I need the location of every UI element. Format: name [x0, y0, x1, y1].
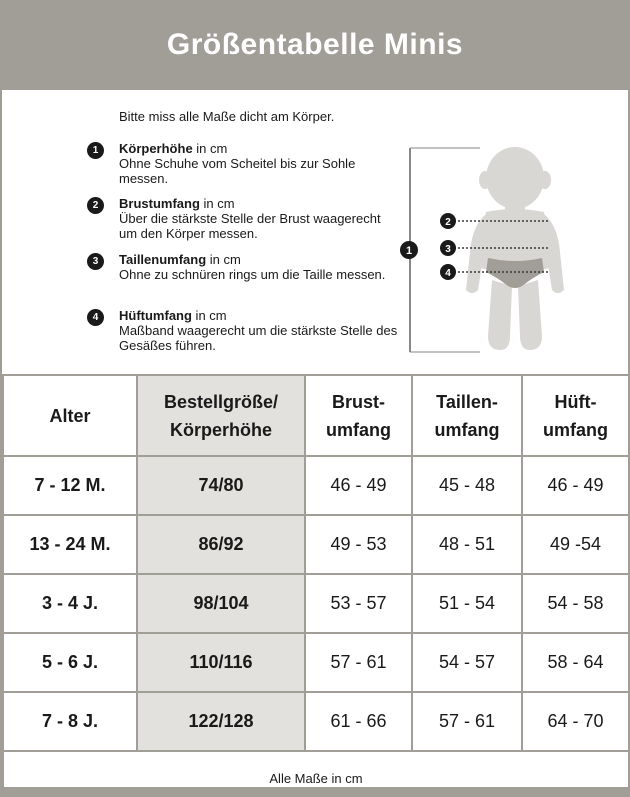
child-silhouette-icon: [400, 140, 580, 360]
table-row: [3, 456, 629, 515]
waist-cell: 54 - 57: [412, 633, 522, 692]
child-figure: [400, 140, 580, 360]
measurement-description: Ohne zu schnüren rings um die Taille messen.: [119, 267, 386, 282]
size-cell: 86/92: [137, 515, 305, 574]
marker-1: [400, 241, 418, 259]
number-badge-icon: 3: [87, 253, 104, 270]
size-table: [2, 374, 630, 797]
svg-text:4: 4: [445, 268, 451, 279]
measurement-title: Körperhöhe: [119, 141, 193, 156]
header-order-size: Bestellgröße/ Körperhöhe: [137, 375, 305, 456]
hip-cell: 58 - 64: [522, 633, 629, 692]
footnote: Alle Maße in cm: [3, 751, 629, 797]
measurement-unit: in cm: [206, 252, 241, 267]
number-badge-icon: 2: [87, 197, 104, 214]
measurement-description: Über die stärkste Stelle der Brust waagerecht um den Körper messen.: [119, 211, 381, 241]
hip-cell: 49 -54: [522, 515, 629, 574]
svg-text:1: 1: [405, 245, 413, 257]
page-header: [0, 0, 630, 90]
page-title: Größentabelle Minis: [166, 28, 464, 61]
marker-4: [440, 264, 456, 280]
hip-cell: 54 - 58: [522, 574, 629, 633]
measurement-description: Ohne Schuhe vom Scheitel bis zur Sohle messen.: [119, 156, 356, 186]
chest-cell: 46 - 49: [305, 456, 412, 515]
chest-cell: 49 - 53: [305, 515, 412, 574]
chest-cell: 53 - 57: [305, 574, 412, 633]
measurement-unit: in cm: [199, 196, 235, 211]
number-badge-icon: 4: [87, 309, 104, 326]
bottom-bar: [0, 787, 630, 797]
chest-cell: 57 - 61: [305, 633, 412, 692]
size-cell: 122/128: [137, 692, 305, 751]
header-age: Alter: [3, 375, 137, 456]
hip-cell: 64 - 70: [522, 692, 629, 751]
hip-cell: 46 - 49: [522, 456, 629, 515]
chest-cell: 61 - 66: [305, 692, 412, 751]
header-waist: Taillen- umfang: [412, 375, 522, 456]
table-row: [3, 574, 629, 633]
age-cell: 7 - 12 M.: [3, 456, 137, 515]
size-cell: 110/116: [137, 633, 305, 692]
measurement-description: Maßband waagerecht um die stärkste Stelle des Gesäßes führen.: [119, 323, 398, 353]
waist-cell: 48 - 51: [412, 515, 522, 574]
table-row: [3, 633, 629, 692]
age-cell: 13 - 24 M.: [3, 515, 137, 574]
marker-2: [440, 213, 456, 229]
size-cell: 74/80: [137, 456, 305, 515]
header-chest: Brust- umfang: [305, 375, 412, 456]
measurement-unit: in cm: [191, 308, 227, 323]
size-cell: 98/104: [137, 574, 305, 633]
measurement-title: Brustumfang: [119, 196, 200, 211]
measurement-unit: in cm: [192, 141, 228, 156]
intro-text: Bitte miss alle Maße dicht am Körper.: [119, 109, 335, 124]
svg-text:2: 2: [445, 217, 451, 228]
measurement-title: Hüftumfang: [119, 308, 192, 323]
waist-cell: 45 - 48: [412, 456, 522, 515]
number-badge-icon: 1: [87, 142, 104, 159]
svg-text:3: 3: [445, 244, 451, 255]
marker-3: [440, 240, 456, 256]
waist-cell: 51 - 54: [412, 574, 522, 633]
table-row: [3, 515, 629, 574]
age-cell: 3 - 4 J.: [3, 574, 137, 633]
waist-cell: 57 - 61: [412, 692, 522, 751]
table-header-row: [3, 375, 629, 456]
measurement-title: Taillenumfang: [119, 252, 207, 267]
age-cell: 5 - 6 J.: [3, 633, 137, 692]
header-hip: Hüft- umfang: [522, 375, 629, 456]
age-cell: 7 - 8 J.: [3, 692, 137, 751]
table-row: [3, 692, 629, 751]
